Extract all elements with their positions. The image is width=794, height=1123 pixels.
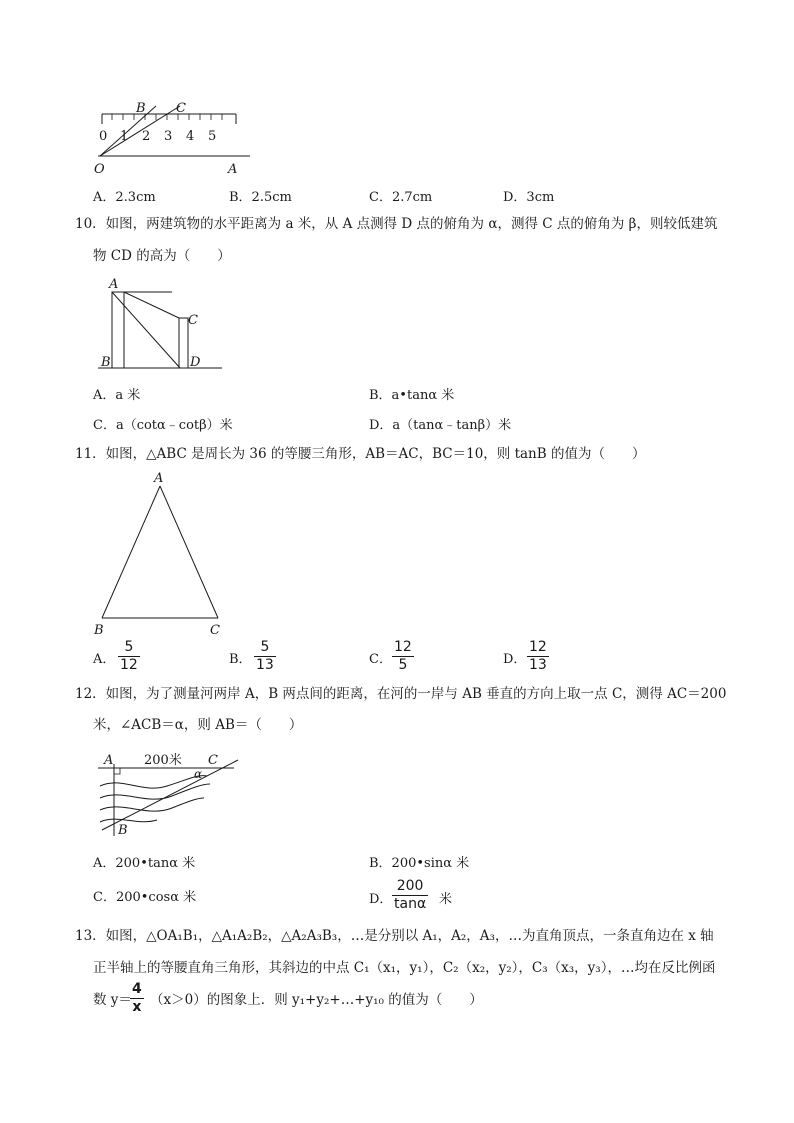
q12-label-alpha: α — [194, 767, 203, 781]
q12-option-d-unit: 米 — [439, 892, 453, 907]
q11-option-c-num: 12 — [394, 639, 412, 655]
q9-option-d: D．3cm — [503, 190, 555, 205]
q12-option-d-letter: D． — [369, 892, 393, 907]
q11-label-b: B — [94, 623, 104, 638]
q12-label-c: C — [208, 753, 218, 768]
q11-stem-line1: 11．如图，△ABC 是周长为 36 的等腰三角形，AB＝AC，BC＝10，则 tanB 的值为（ ） — [75, 446, 646, 462]
q10-option-c: C．a（cotα﹣cotβ）米 — [93, 418, 233, 433]
q12-label-dist: 200米 — [144, 753, 182, 768]
q11-option-d-letter: D． — [503, 652, 527, 667]
q13-stem-line3-pre: 数 y＝ — [93, 992, 132, 1008]
q11-option-a-letter: A． — [93, 652, 116, 667]
q11-option-b-fraction — [254, 640, 276, 673]
q11-option-c-fraction — [392, 640, 414, 673]
q12-option-a: A．200•tanα 米 — [93, 856, 196, 871]
q13-fraction-num: 4 — [132, 981, 142, 997]
q9-label-c: C — [176, 101, 186, 116]
q11-option-a-den: 12 — [120, 657, 138, 673]
q12-option-c: C．200•cosα 米 — [93, 890, 197, 905]
q9-tick-5: 5 — [208, 129, 217, 144]
q12-label-a: A — [104, 753, 114, 768]
q13-stem-line3-post: （x＞0）的图象上．则 y₁+y₂+…+y₁₀ 的值为（ ） — [150, 992, 483, 1008]
q11-option-c-letter: C． — [369, 652, 392, 667]
q12-option-d-num: 200 — [396, 878, 424, 894]
q11-option-b-den: 13 — [256, 657, 274, 673]
q10-option-b: B．a•tanα 米 — [369, 388, 455, 403]
q9-option-b: B．2.5cm — [229, 190, 292, 205]
q13-stem-line1: 13．如图，△OA₁B₁，△A₁A₂B₂，△A₂A₃B₃，…是分别以 A₁，A₂，A₃，…为直角顶点，一条直角边在 x 轴 — [75, 928, 714, 944]
q11-option-b-letter: B． — [229, 652, 252, 667]
q11-option-a-fraction — [118, 640, 140, 673]
q10-stem-line1: 10．如图，两建筑物的水平距离为 a 米，从 A 点测得 D 点的俯角为 α，测得 C 点的俯角为 β，则较低建筑 — [75, 216, 718, 232]
q10-stem-line2: 物 CD 的高为（ ） — [93, 248, 231, 264]
q11-label-a: A — [154, 471, 164, 486]
q10-label-b: B — [101, 355, 111, 370]
q9-option-c: C．2.7cm — [369, 190, 433, 205]
q10-buildings-figure — [92, 274, 232, 374]
q12-option-d-den: tanα — [394, 896, 427, 912]
q11-option-a-num: 5 — [124, 639, 134, 655]
q11-option-d-fraction — [527, 640, 549, 673]
q9-label-b: B — [136, 101, 146, 116]
q9-label-a: A — [228, 162, 238, 177]
q9-ruler-figure — [90, 98, 250, 178]
q12-option-d-fraction — [392, 879, 428, 912]
q9-tick-1: 1 — [120, 129, 129, 144]
q9-tick-3: 3 — [164, 129, 173, 144]
q11-option-d-den: 13 — [529, 657, 547, 673]
q12-stem-line2: 米，∠ACB＝α，则 AB＝（ ） — [93, 717, 303, 733]
q10-label-c: C — [188, 313, 198, 328]
q11-triangle-figure — [88, 468, 228, 638]
q12-stem-line1: 12．如图，为了测量河两岸 A，B 两点间的距离，在河的一岸与 AB 垂直的方向上取一点 C，测得 AC＝200 — [75, 686, 727, 702]
q12-river-figure — [92, 746, 242, 838]
q9-tick-4: 4 — [186, 129, 195, 144]
q13-fraction-den: x — [132, 999, 142, 1015]
q13-stem-line2: 正半轴上的等腰直角三角形，其斜边的中点 C₁（x₁，y₁），C₂（x₂，y₂），C₃（x₃，y₃），…均在反比例函 — [93, 960, 716, 976]
q9-tick-0: 0 — [99, 129, 108, 144]
q11-label-c: C — [210, 623, 220, 638]
q9-label-o: O — [94, 162, 105, 177]
q10-option-d: D．a（tanα﹣tanβ）米 — [369, 418, 512, 433]
q12-label-b: B — [118, 823, 128, 838]
q11-option-b-num: 5 — [260, 639, 270, 655]
q11-option-d-num: 12 — [529, 639, 547, 655]
q12-option-b: B．200•sinα 米 — [369, 856, 470, 871]
q9-tick-2: 2 — [142, 129, 151, 144]
q11-option-c-den: 5 — [398, 657, 408, 673]
q9-option-a: A．2.3cm — [93, 190, 156, 205]
q10-label-d: D — [190, 355, 201, 370]
q13-function-fraction — [130, 982, 144, 1015]
q10-label-a: A — [109, 277, 119, 292]
q10-option-a: A．a 米 — [93, 388, 141, 403]
